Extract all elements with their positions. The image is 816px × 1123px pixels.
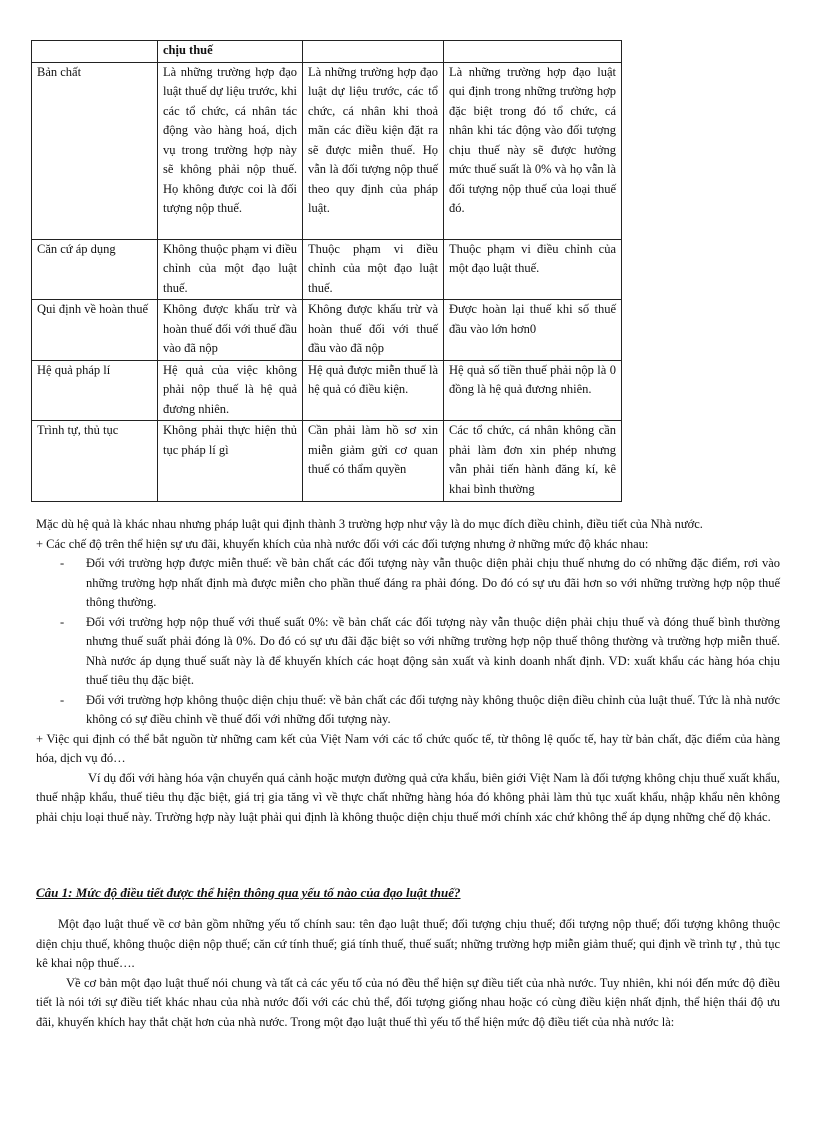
table-cell: Không được khấu trừ và hoàn thuế đối với thuế đầu vào đã nộp (158, 300, 303, 361)
table-cell: Không thuộc phạm vi điều chỉnh của một đạo luật thuế. (158, 239, 303, 300)
paragraph: Về cơ bản một đạo luật thuế nói chung và tất cả các yếu tố của nó đều thể hiện sự điều tiết của nhà nước. Tuy nhiên, khi nói đến mức độ điều tiết là nói tới sự điều tiết khác nhau của nhà nước đối với các chủ thể, đối tượng giống nhau hoặc có cùng điều kiện nhất định, thể hiện thái độ ưu đãi, khuyến khích hay thắt chặt hơn của nhà nước. Trong một đạo luật thuế thì yếu tố thể hiện mức độ điều tiết của nhà nước là: (36, 975, 780, 1029)
table-cell: Là những trường hợp đạo luật thuế dự liệu trước, khi các tổ chức, cá nhân tác động vào hàng hoá, dịch vụ trong trường hợp này sẽ không phải nộp thuế. Họ không được coi là đối tượng nộp thuế. (158, 62, 303, 239)
bullet-dash: - (60, 614, 65, 629)
question-heading: Câu 1: Mức độ điều tiết được thể hiện thông qua yếu tố nào của đạo luật thuế? (36, 885, 461, 900)
table-row (32, 239, 622, 300)
row-label: Hệ quả pháp lí (32, 360, 158, 421)
table-header-row (32, 41, 622, 63)
table-cell (303, 41, 444, 63)
paragraph: + Việc qui định có thể bắt nguồn từ những cam kết của Việt Nam với các tổ chức quốc tế, từ thông lệ quốc tế, hay từ bản chất, đặc điểm của hàng hóa, dịch vụ đó… (36, 731, 780, 765)
table-cell: Các tổ chức, cá nhân không cần phải làm đơn xin phép nhưng vẫn phải tiến hành đăng kí, kê khai bình thường (444, 421, 622, 502)
table-cell (444, 41, 622, 63)
table-row (32, 421, 622, 502)
paragraph: + Các chế độ trên thể hiện sự ưu đãi, khuyến khích của nhà nước đối với các đối tượng nhưng ở những mức độ khác nhau: (36, 536, 649, 551)
comparison-table (31, 40, 622, 502)
paragraph: Một đạo luật thuế về cơ bản gồm những yếu tố chính sau: tên đạo luật thuế; đối tượng chịu thuế; đối tượng nộp thuế; đối tượng không thuộc diện chịu thuế, không thuộc diện nộp thuế; căn cứ tính thuế; giá tính thuế, thuế suất; những trường hợp miễn giảm thuế; qui định về trình tự , thủ tục kê khai nộp thuế…. (36, 917, 780, 970)
table-cell: Thuộc phạm vi điều chỉnh của một đạo luật thuế. (303, 239, 444, 300)
bullet-dash: - (60, 556, 65, 570)
bullet-item (36, 613, 780, 691)
paragraph: Ví dụ đối với hàng hóa vận chuyển quá cảnh hoặc mượn đường quả cửa khẩu, biên giới Việt Nam là đối tượng không chịu thuế xuất khẩu, thuế nhập khẩu, thuế tiêu thụ đặc biệt, giá trị gia tăng vì về thực chất những hàng hóa đó không phải làm thủ tục xuất khẩu, nhập khẩu nên không phải chịu loại thuế này. Trường hợp này luật phải qui định là không thuộc diện chịu thuế mới chính xác chứ không thể áp dụng những chế độ khác. (36, 770, 781, 824)
bullet-item (36, 554, 780, 613)
table-row (32, 300, 622, 361)
bullet-text: Đối với trường hợp được miễn thuế: về bản chất các đối tượng này vẫn thuộc diện phải chịu thuế nhưng do có những đặc điểm, rơi vào những trường hợp nhất định mà được miễn cho phần thuế đáng ra phải đóng. Do đó có sự ưu đãi hơn so với những trường hợp nộp thuế thông thường. (86, 556, 780, 609)
row-label: Qui định về hoàn thuế (32, 300, 158, 361)
table-cell: Là những trường hợp đạo luật dự liệu trước, các tổ chức, cá nhân khi thoả mãn các điều kiện đặt ra sẽ được miễn thuế. Họ vẫn là đối tượng nộp thuế theo quy định của pháp luật. (303, 62, 444, 239)
row-label: Bản chất (32, 62, 158, 239)
table-cell: Hệ quả được miễn thuế là hệ quả có điều kiện. (303, 360, 444, 421)
table-cell: Thuộc phạm vi điều chỉnh của một đạo luật thuế. (444, 239, 622, 300)
table-cell: Không phải thực hiện thủ tục pháp lí gì (158, 421, 303, 502)
paragraph: Mặc dù hệ quả là khác nhau nhưng pháp luật qui định thành 3 trường hợp như vậy là do mục đích điều chỉnh, điều tiết của Nhà nước. (36, 517, 703, 531)
table-cell: Hệ quả của việc không phải nộp thuế là hệ quả đương nhiên. (158, 360, 303, 421)
table-cell (32, 41, 158, 63)
table-row (32, 360, 622, 421)
bullet-text: Đối với trường hợp nộp thuế với thuế suất 0%: về bản chất các đối tượng này vẫn thuộc diện phải chịu thuế và đóng thuế bình thường nhưng thuế suất phải đóng là 0%. Do đó có sự ưu đãi đặc biệt so với những trường hợp nộp thuế thông thường và trường hợp miễn thuế. Nhà nước áp dụng thuế suất này là để khuyến khích các hoạt động sản xuất và kinh doanh nhất định. VD: xuất khẩu các hàng hóa chịu thuế tiêu thụ đặc biệt. (86, 614, 780, 687)
table-cell: Hệ quả số tiền thuế phải nộp là 0 đồng là hệ quả đương nhiên. (444, 360, 622, 421)
bullet-item (36, 691, 780, 730)
bullet-text: Đối với trường hợp không thuộc diện chịu thuế: về bản chất các đối tượng này không thuộc diện điều chỉnh của luật thuế. Tức là nhà nước không có sự điều chỉnh về thuế đối với những đối tượng này. (86, 692, 780, 726)
table-cell: Là những trường hợp đạo luật qui định trong những trường hợp đặc biệt trong đó tổ chức, cá nhân khi tác động vào đối tượng chịu thuế này sẽ được hưởng mức thuế suất là 0% và họ vẫn là đối tượng nộp thuế của loại thuế đó. (444, 62, 622, 239)
answer-section (36, 915, 780, 1032)
body-section (36, 515, 780, 827)
table-cell: Được hoàn lại thuế khi số thuế đầu vào lớn hơn0 (444, 300, 622, 361)
table-row (32, 62, 622, 239)
bullet-dash: - (60, 692, 65, 707)
table-header-cell: chịu thuế (158, 41, 303, 63)
row-label: Trình tự, thủ tục (32, 421, 158, 502)
table-cell: Cần phải làm hồ sơ xin miễn giảm gửi cơ quan thuế có thẩm quyền (303, 421, 444, 502)
table-cell: Không được khấu trừ và hoàn thuế đối với thuế đầu vào đã nộp (303, 300, 444, 361)
row-label: Căn cứ áp dụng (32, 239, 158, 300)
